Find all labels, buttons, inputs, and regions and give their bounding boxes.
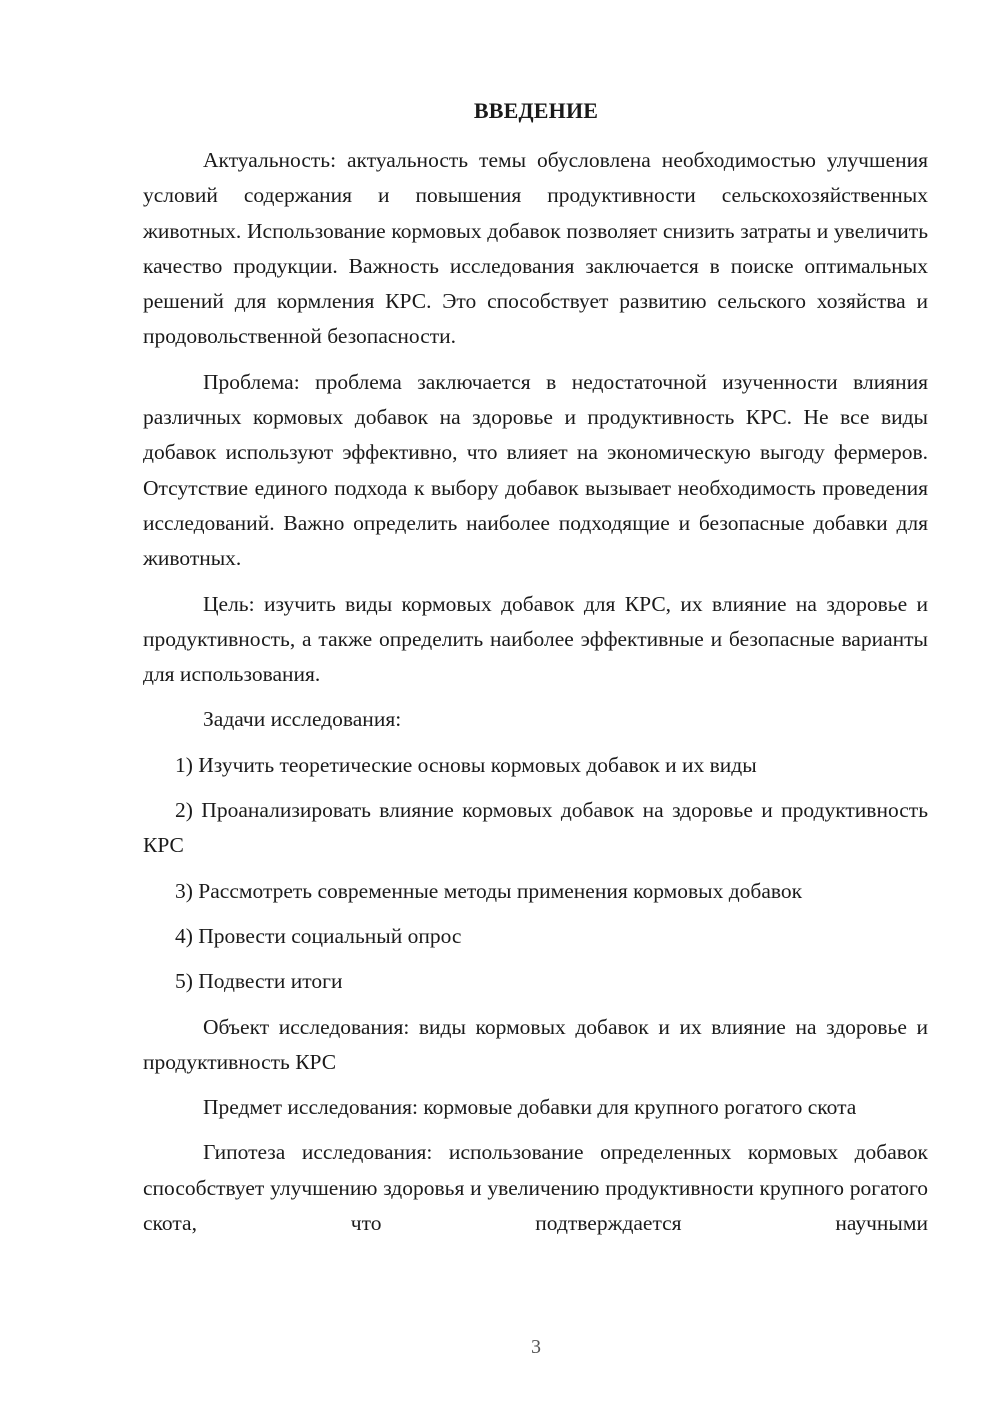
paragraph-hypothesis: Гипотеза исследования: использование определенных кормовых добавок способствует улучшению здоровья и увеличению продуктивности крупного рогатого скота, что подтверждается научными [143, 1140, 928, 1236]
paragraph-object: Объект исследования: виды кормовых добавок и их влияние на здоровье и продуктивность КРС [143, 1014, 928, 1074]
task-item: 2) Проанализировать влияние кормовых добавок на здоровье и продуктивность КРС [143, 798, 928, 858]
tasks-heading: Задачи исследования: [203, 707, 402, 732]
paragraph-relevance: Актуальность: актуальность темы обусловлена необходимостью улучшения условий содержания и повышения продуктивности сельскохозяйственных животных. Использование кормовых добавок позволяет снизить затраты и увеличить качество продукции. Важность исследования заключается в поиске оптимальных решений для кормления КРС. Это способствует развитию сельского хозяйства и продовольственной безопасности. [143, 148, 928, 349]
task-item: 1) Изучить теоретические основы кормовых добавок и их виды [175, 752, 757, 777]
paragraph-problem: Проблема: проблема заключается в недостаточной изученности влияния различных кормовых добавок на здоровье и продуктивность КРС. Не все виды добавок используют эффективно, что влияет на экономическую выгоду фермеров. Отсутствие единого подхода к выбору добавок вызывает необходимость проведения исследований. Важно определить наиболее подходящие и безопасные добавки для животных. [143, 369, 928, 571]
page-number: 3 [531, 1336, 541, 1358]
page-title: ВВЕДЕНИЕ [473, 98, 599, 123]
paragraph-goal: Цель: изучить виды кормовых добавок для КРС, их влияние на здоровье и продуктивность, а также определить наиболее эффективные и безопасные варианты для использования. [143, 591, 928, 687]
task-item: 4) Провести социальный опрос [175, 923, 462, 948]
document-body [143, 143, 928, 1251]
paragraph-subject: Предмет исследования: кормовые добавки для крупного рогатого скота [203, 1095, 857, 1120]
task-item: 5) Подвести итоги [175, 969, 343, 994]
task-item: 3) Рассмотреть современные методы применения кормовых добавок [175, 878, 803, 903]
